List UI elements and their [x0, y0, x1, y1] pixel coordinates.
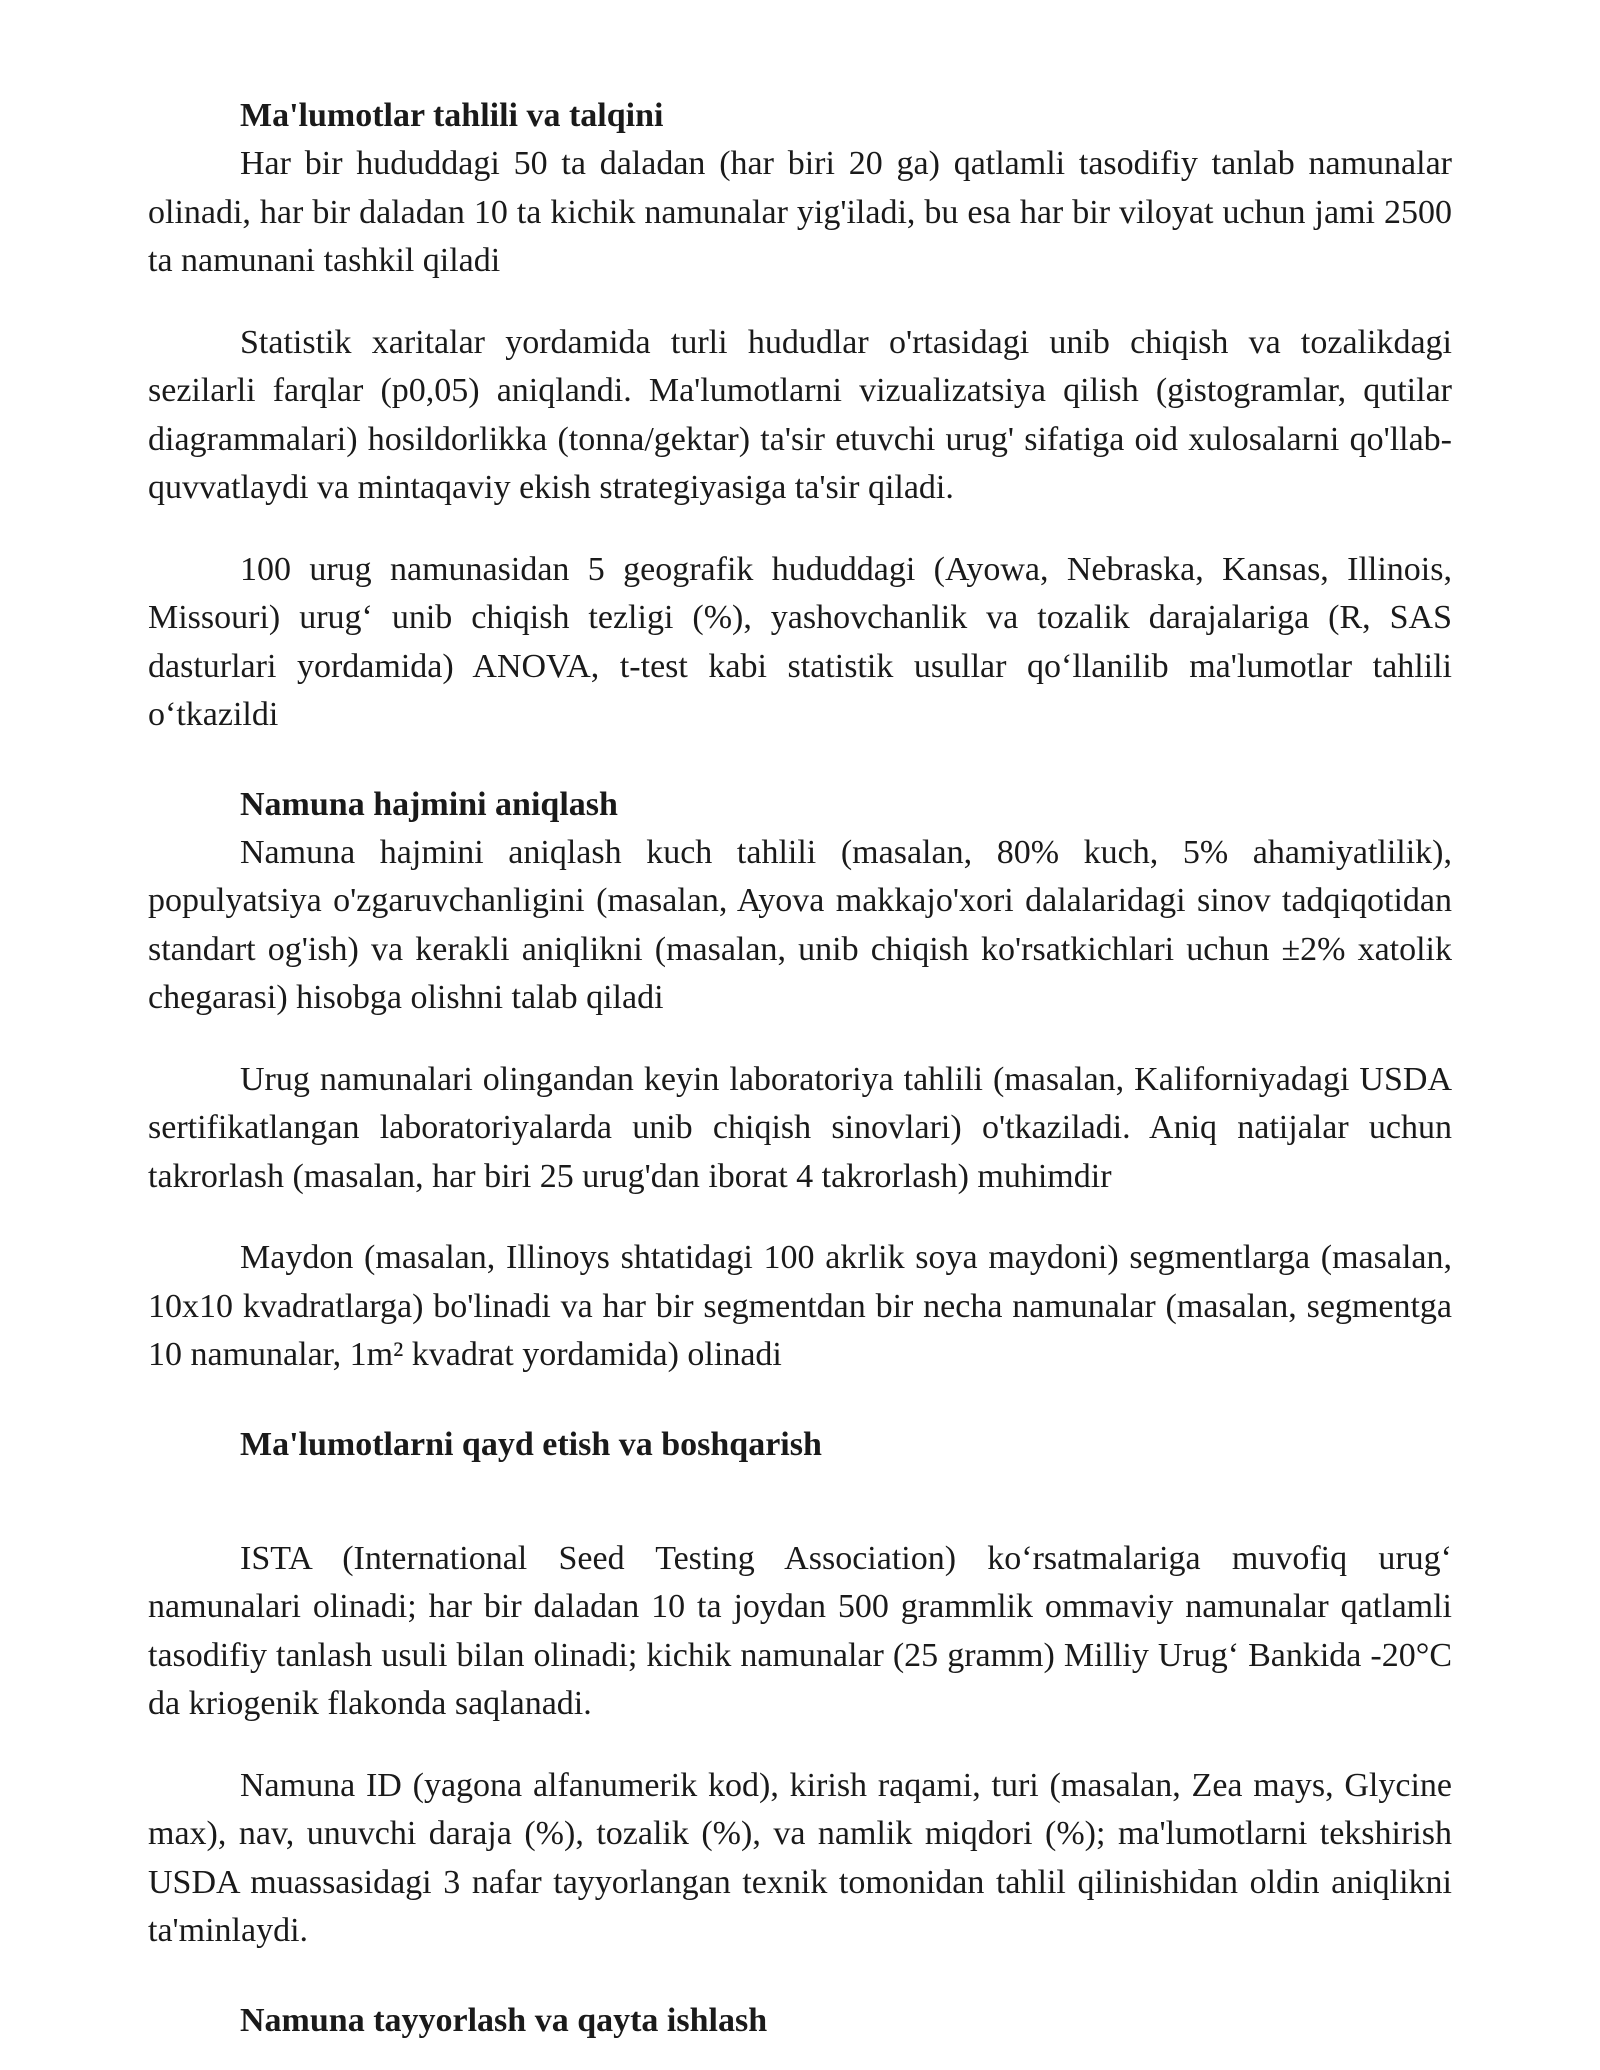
spacer: [148, 1956, 1452, 1997]
paragraph-ista-guidelines: ISTA (International Seed Testing Association) ko‘rsatmalariga muvofiq urug‘ namunalari olinadi; har bir daladan 10 ta joydan 500 grammlik ommaviy namunalar qatlamli tasodifiy tanlash usuli bilan olinadi; kichik namunalar (25 gramm) Milliy Urug‘ Bankida -20°C da kriogenik flakonda saqlanadi.: [148, 1539, 1452, 1722]
document-page: [148, 92, 1452, 2045]
section-heading-sample-size: Namuna hajmini aniqlash: [240, 785, 618, 823]
spacer: [148, 1469, 1452, 1535]
paragraph-anova-analysis: 100 urug namunasidan 5 geografik hududdagi (Ayowa, Nebraska, Kansas, Illinois, Missouri) urug‘ unib chiqish tezligi (%), yashovchanlik va tozalik darajalariga (R, SAS dasturlari yordamida) ANOVA, t-test kabi statistik usullar qo‘llanilib ma'lumotlar tahlili o‘tkazildi: [148, 550, 1452, 733]
spacer: [148, 1380, 1452, 1421]
section-heading-data-recording: Ma'lumotlarni qayd etish va boshqarish: [240, 1425, 822, 1463]
spacer: [148, 740, 1452, 781]
paragraph-power-analysis: Namuna hajmini aniqlash kuch tahlili (masalan, 80% kuch, 5% ahamiyatlilik), populyatsiya o'zgaruvchanligini (masalan, Ayova makkajo'xori dalalaridagi sinov tadqiqotidan standart og'ish) va kerakli aniqlikni (masalan, unib chiqish ko'rsatkichlari uchun ±2% xatolik chegarasi) hisobga olishni talab qiladi: [148, 833, 1452, 1016]
spacer: [148, 1729, 1452, 1762]
spacer: [148, 1023, 1452, 1056]
spacer: [148, 286, 1452, 319]
section-heading-sample-preparation: Namuna tayyorlash va qayta ishlash: [240, 2001, 768, 2039]
paragraph-sampling-regions: Har bir hududdagi 50 ta daladan (har biri 20 ga) qatlamli tasodifiy tanlab namunalar olinadi, har bir daladan 10 ta kichik namunalar yig'iladi, bu esa har bir viloyat uchun jami 2500 ta namunani tashkil qiladi: [148, 145, 1452, 279]
paragraph-lab-analysis: Urug namunalari olingandan keyin laboratoriya tahlili (masalan, Kaliforniyadagi USDA sertifikatlangan laboratoriyalarda unib chiqish sinovlari) o'tkaziladi. Aniq natijalar uchun takrorlash (masalan, har biri 25 urug'dan iborat 4 takrorlash) muhimdir: [148, 1060, 1452, 1195]
paragraph-statistical-maps: Statistik xaritalar yordamida turli hududlar o'rtasidagi unib chiqish va tozalikdagi sezilarli farqlar (p0,05) aniqlandi. Ma'lumotlarni vizualizatsiya qilish (gistogramlar, qutilar diagrammalari) hosildorlikka (tonna/gektar) ta'sir etuvchi urug' sifatiga oid xulosalarni qo'llab-quvvatlaydi va mintaqaviy ekish strategiyasiga ta'sir qiladi.: [148, 323, 1452, 506]
spacer: [148, 513, 1452, 546]
section-heading-data-analysis: Ma'lumotlar tahlili va talqini: [240, 97, 664, 134]
paragraph-sample-id: Namuna ID (yagona alfanumerik kod), kirish raqami, turi (masalan, Zea mays, Glycine max), nav, unuvchi daraja (%), tozalik (%), va namlik miqdori (%); ma'lumotlarni tekshirish USDA muassasidagi 3 nafar tayyorlangan texnik tomonidan tahlil qilinishidan oldin aniqlikni ta'minlaydi.: [148, 1766, 1452, 1949]
spacer: [148, 1201, 1452, 1234]
paragraph-field-segments: Maydon (masalan, Illinoys shtatidagi 100 akrlik soya maydoni) segmentlarga (masalan, 10x10 kvadratlarga) bo'linadi va har bir segmentdan bir necha namunalar (masalan, segmentga 10 namunalar, 1m² kvadrat yordamida) olinadi: [148, 1239, 1452, 1373]
